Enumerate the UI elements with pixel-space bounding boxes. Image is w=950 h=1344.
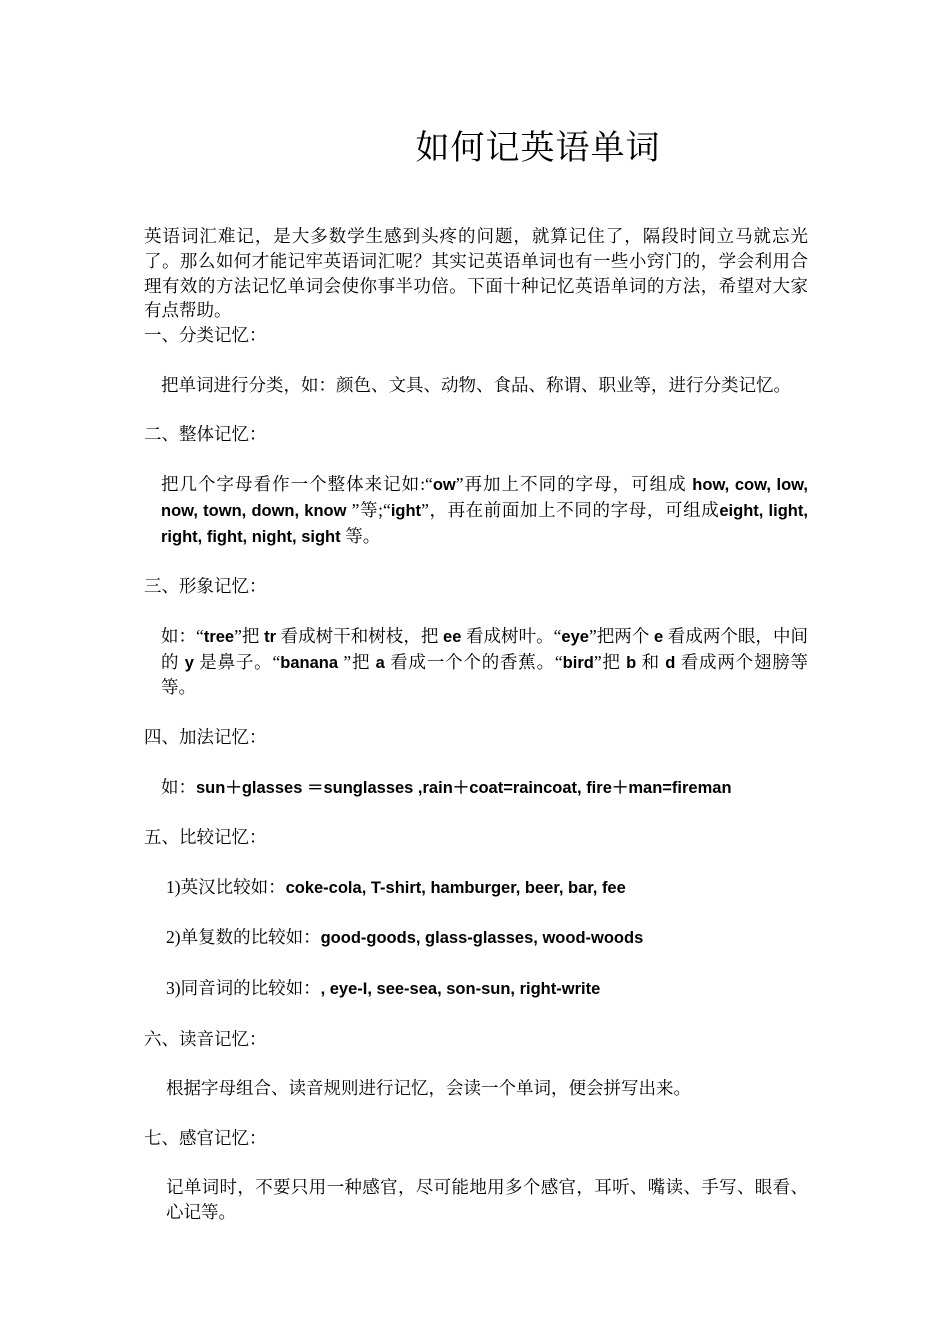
section-text-4 — [144, 775, 808, 801]
english-term: bird — [562, 653, 594, 672]
text-run: ”把两个 — [588, 625, 650, 646]
english-term: d — [659, 653, 681, 672]
english-words: eight, light, right, fight, night, sight — [161, 501, 808, 546]
text-run: 等。 — [345, 525, 381, 546]
section-text-1: 把单词进行分类，如：颜色、文具、动物、食品、称谓、职业等，进行分类记忆。 — [161, 374, 791, 395]
section-heading-4: 四、加法记忆： — [144, 726, 267, 747]
document-title: 如何记英语单词 — [415, 128, 661, 168]
text-run: ”再加上不同的字母，可组成 — [455, 473, 687, 494]
comparison-item-1 — [144, 875, 808, 901]
document-body — [144, 224, 808, 1225]
text-run: ”把 — [234, 625, 260, 646]
english-words: good-goods, glass-glasses, wood-woods — [320, 929, 644, 948]
comparison-item-2 — [144, 925, 808, 951]
section-heading-5: 五、比较记忆： — [144, 827, 267, 848]
section-text-7: 记单词时，不要只用一种感官，尽可能地用多个感官，耳听、嘴读、手写、眼看、心记等。 — [166, 1177, 808, 1223]
text-run: 和 — [641, 651, 660, 672]
section-heading-2: 二、整体记忆： — [144, 424, 267, 445]
english-words: coke-cola, T-shirt, hamburger, beer, bar, fee — [285, 878, 626, 897]
text-run: 是鼻子。“ — [199, 651, 281, 672]
comparison-label: 2)单复数的比较如： — [166, 927, 321, 948]
section-heading-7: 七、感官记忆： — [144, 1127, 267, 1148]
section-heading-6: 六、读音记忆： — [144, 1028, 267, 1049]
english-term: tr — [259, 627, 281, 646]
text-run: ”把 — [593, 651, 621, 672]
text-run: 如： — [161, 776, 196, 797]
text-run: 看成一个个的香蕉。“ — [390, 651, 563, 672]
text-run: 把几个字母看作一个整体来记如:“ — [161, 473, 433, 494]
english-term: tree — [203, 627, 235, 646]
comparison-label: 3)同音词的比较如： — [166, 977, 321, 998]
english-words: how, cow, low, now, town, down, know — [161, 475, 808, 520]
text-run: 看成两个眼，中间的 — [161, 625, 808, 672]
text-run: ”，再在前面加上不同的字母，可组成 — [421, 499, 720, 520]
section-text-2 — [144, 472, 808, 549]
section-heading-1: 一、分类记忆： — [144, 325, 267, 346]
section-text-3 — [144, 624, 808, 700]
english-term: b — [620, 653, 642, 672]
comparison-item-3 — [144, 976, 808, 1002]
english-term: eye — [561, 627, 589, 646]
english-term: a — [370, 653, 391, 672]
english-words: sun＋glasses ＝sunglasses ,rain＋coat=raincoat, fire＋man=fireman — [196, 778, 732, 797]
text-run: 看成树叶。“ — [466, 625, 562, 646]
comparison-label: 1)英汉比较如： — [166, 876, 286, 897]
intro-paragraph: 英语词汇难记，是大多数学生感到头疼的问题，就算记住了，隔段时间立马就忘光了。那么如何才能记牢英语词汇呢？其实记英语单词也有一些小窍门的，学会利用合理有效的方法记忆单词会使你事半功倍。下面十种记忆英语单词的方法，希望对大家有点帮助。 — [144, 226, 808, 321]
section-text-6: 根据字母组合、读音规则进行记忆，会读一个单词，便会拼写出来。 — [166, 1078, 691, 1099]
text-run: 如：“ — [161, 625, 204, 646]
english-term: banana — [280, 653, 344, 672]
english-term: ight — [390, 501, 422, 520]
english-term: ow — [432, 475, 456, 494]
section-heading-3: 三、形象记忆： — [144, 576, 267, 597]
english-term: ee — [438, 627, 466, 646]
english-words: , eye-I, see-sea, son-sun, right-write — [320, 979, 601, 998]
text-run: ”把 — [343, 651, 371, 672]
text-run: 看成树干和树枝，把 — [280, 625, 439, 646]
text-run: ”等;“ — [351, 499, 391, 520]
english-term: e — [649, 627, 668, 646]
english-term: y — [179, 653, 200, 672]
text-run: 看成两个翅膀等等。 — [161, 651, 809, 698]
